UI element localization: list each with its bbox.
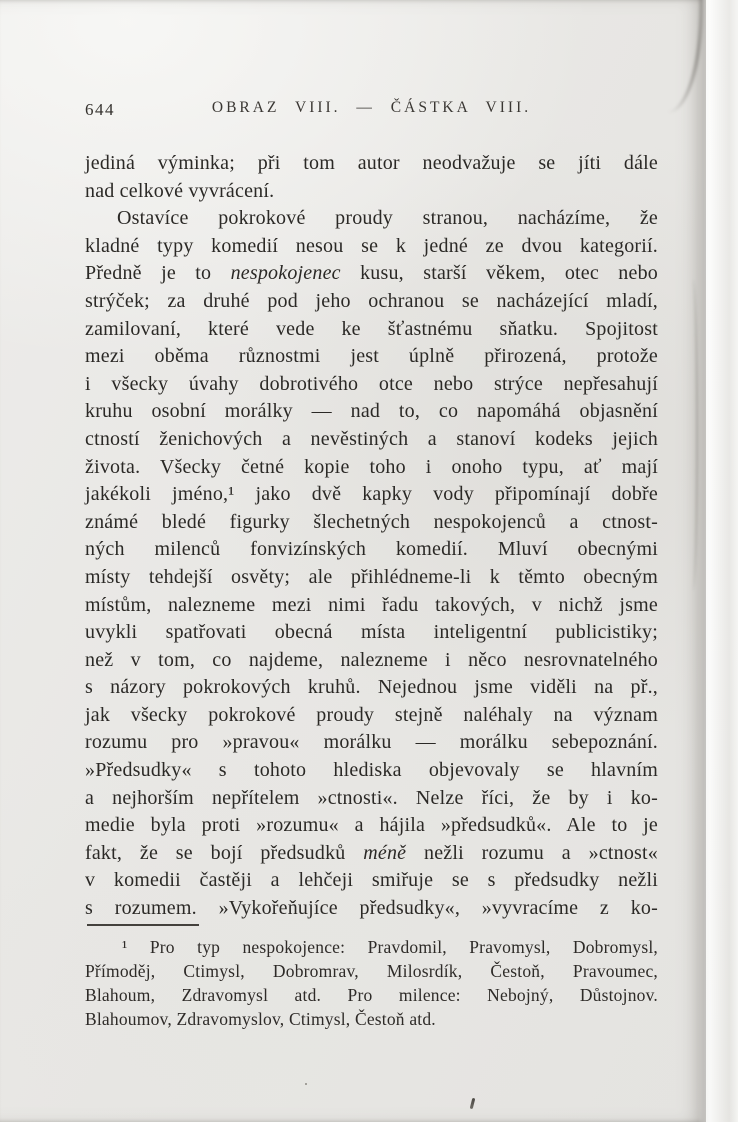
text-segment: kusu, starší věkem, otec nebo bbox=[340, 262, 658, 285]
text-line bbox=[85, 233, 658, 261]
text-segment: místy tehdejší osvěty; ale přihlédneme-li k těmto obecným bbox=[85, 565, 658, 588]
text-line bbox=[85, 647, 658, 675]
page-number: 644 bbox=[85, 100, 115, 119]
text-line bbox=[85, 785, 658, 813]
text-segment: Blahoumov, Zdravomyslov, Ctimysl, Čestoň atd. bbox=[85, 1009, 436, 1029]
text-segment: ¹ Pro typ nespokojence: Pravdomil, Pravomysl, Dobromysl, bbox=[122, 937, 658, 957]
emphasized-text: méně bbox=[363, 841, 407, 864]
text-segment: rozumu pro »pravou« morálku — morálku sebepoznání. bbox=[85, 731, 658, 754]
text-line bbox=[85, 702, 658, 730]
text-line bbox=[85, 288, 658, 316]
text-segment: Předně je to bbox=[85, 262, 231, 285]
running-head bbox=[85, 99, 658, 121]
text-line bbox=[85, 592, 658, 620]
text-segment: nežli rozumu a »ctnost« bbox=[406, 841, 658, 864]
emphasized-text: nespokojenec bbox=[230, 262, 341, 285]
text-segment: ných milenců fonvizínských komedií. Mluví obecnými bbox=[85, 538, 658, 561]
text-segment: fakt, že se bojí předsudků bbox=[85, 841, 364, 864]
text-line bbox=[85, 536, 658, 564]
text-segment: místům, nalezneme mezi nimi řadu takových, v nichž jsme bbox=[85, 593, 658, 616]
page-crease bbox=[688, 280, 698, 590]
text-line bbox=[85, 371, 658, 399]
text-line bbox=[85, 260, 658, 288]
running-title: OBRAZ VIII. — ČÁSTKA VIII. bbox=[211, 99, 532, 116]
text-segment: jediná výminka; při tom autor neodvažuje se jíti dále bbox=[85, 152, 658, 174]
text-line bbox=[85, 674, 658, 702]
text-line bbox=[85, 867, 658, 895]
text-segment: Blahoum, Zdravomysl atd. Pro milence: Nebojný, Důstojnov. bbox=[85, 985, 658, 1005]
text-line bbox=[85, 564, 658, 592]
footnote bbox=[85, 935, 658, 1031]
text-line bbox=[85, 426, 658, 454]
text-segment: i všecky úvahy dobrotivého otce nebo strýce nepřesahují bbox=[85, 372, 658, 395]
paragraph bbox=[85, 150, 658, 205]
text-segment: mezi oběma různostmi jest úplně přirozená, protože bbox=[85, 345, 658, 368]
text-segment: »Předsudky« s tohoto hlediska objevovaly se hlavním bbox=[85, 759, 658, 782]
text-line bbox=[85, 812, 658, 840]
text-line bbox=[85, 935, 658, 959]
text-line bbox=[85, 729, 658, 757]
dust-speck bbox=[305, 1083, 307, 1085]
text-line bbox=[85, 959, 658, 983]
text-line bbox=[85, 150, 658, 178]
text-segment: s názory pokrokových kruhů. Nejednou jsme viděli na př., bbox=[85, 676, 658, 699]
footnote-separator-rule bbox=[87, 924, 199, 926]
text-line bbox=[85, 398, 658, 426]
text-segment: jak všecky pokrokové proudy stejně naléhaly na význam bbox=[85, 703, 658, 726]
text-line bbox=[85, 316, 658, 344]
text-segment: strýček; za druhé pod jeho ochranou se nacházející mladí, bbox=[85, 289, 658, 312]
text-line bbox=[85, 757, 658, 785]
text-line bbox=[85, 343, 658, 371]
text-segment: kladné typy komedií nesou se k jedné ze dvou kategorií. bbox=[85, 234, 658, 257]
text-segment: v komedii častěji a lehčeji smiřuje se s předsudky nežli bbox=[85, 869, 658, 892]
text-line bbox=[85, 454, 658, 482]
text-segment: kruhu osobní morálky — nad to, co napomáhá objasnění bbox=[85, 400, 658, 423]
text-line bbox=[85, 1007, 658, 1031]
text-line bbox=[85, 895, 658, 923]
text-segment: života. Všecky četné kopie toho i onoho typu, ať mají bbox=[85, 455, 658, 478]
text-line bbox=[85, 509, 658, 537]
text-line bbox=[85, 481, 658, 509]
text-segment: s rozumem. »Vykořeňujíce předsudky«, »vyvracíme z ko- bbox=[85, 897, 658, 920]
text-segment: známé bledé figurky šlechetných nespokojenců a ctnost- bbox=[85, 510, 658, 533]
paragraph bbox=[85, 205, 658, 922]
text-line bbox=[85, 205, 658, 233]
ink-smudge-mark bbox=[470, 1098, 476, 1109]
text-line bbox=[85, 983, 658, 1007]
text-line bbox=[85, 840, 658, 868]
text-segment: a nejhorším nepřítelem »ctnosti«. Nelze říci, že by i ko- bbox=[85, 786, 658, 809]
body-text bbox=[85, 150, 658, 923]
text-segment: Přímoděj, Ctimysl, Dobromrav, Milosrdík, Čestoň, Pravoumec, bbox=[85, 961, 658, 981]
text-segment: ctností ženichových a nevěstiných a stanoví kodeks jejich bbox=[85, 427, 658, 450]
text-segment: uvykli spatřovati obecná místa inteligentní publicistiky; bbox=[85, 621, 658, 644]
text-segment: Ostavíce pokrokové proudy stranou, nacházíme, že bbox=[117, 207, 658, 230]
text-segment: jakékoli jméno,¹ jako dvě kapky vody připomínají dobře bbox=[85, 483, 658, 506]
text-segment: medie byla proti »rozumu« a hájila »předsudků«. Ale to je bbox=[85, 814, 658, 837]
text-line bbox=[85, 619, 658, 647]
text-segment: zamilovaní, které vede ke šťastnému sňatku. Spojitost bbox=[85, 317, 658, 340]
text-segment: než v tom, co najdeme, nalezneme i něco nesrovnatelného bbox=[85, 648, 658, 671]
text-line bbox=[85, 178, 658, 206]
text-segment: nad celkové vyvrácení. bbox=[85, 179, 275, 202]
